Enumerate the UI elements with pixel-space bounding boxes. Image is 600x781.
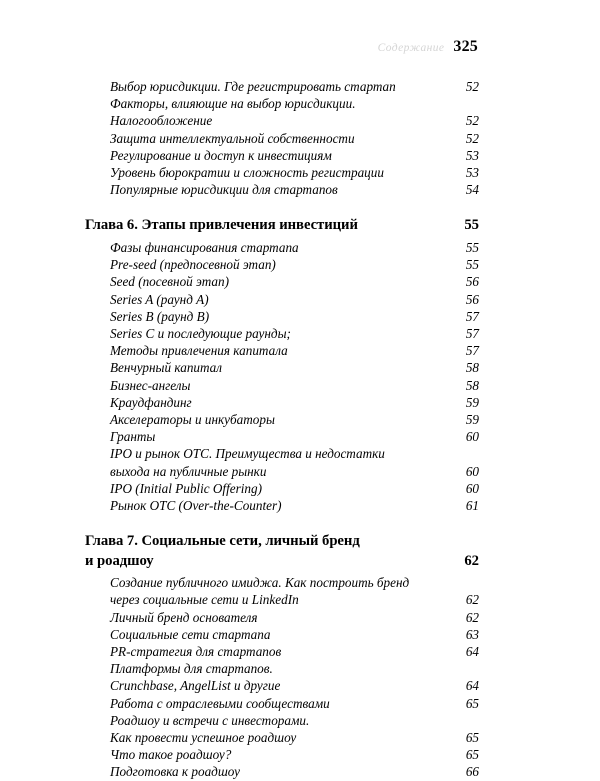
- toc-entry-title: Seed (посевной этап): [110, 274, 229, 290]
- toc-entry[interactable]: [85, 291, 479, 308]
- toc-entry[interactable]: [85, 377, 479, 394]
- chapter-heading-title: [85, 532, 449, 571]
- toc-entry[interactable]: [85, 325, 479, 342]
- toc-entry-page-number: 61: [465, 497, 479, 513]
- chapter-heading[interactable]: [85, 532, 479, 571]
- chapter-heading-line: Глава 7. Социальные сети, личный бренд: [85, 533, 360, 550]
- toc-entry-title: Популярные юрисдикции для стартапов: [110, 182, 338, 198]
- toc-entry[interactable]: [85, 273, 479, 290]
- toc-entry-page-number: 60: [465, 480, 479, 496]
- toc-entry-title: Crunchbase, AngelList и другие: [110, 678, 281, 694]
- toc-entry[interactable]: [85, 95, 479, 112]
- toc-entry[interactable]: [85, 763, 479, 780]
- chapter-heading-line: Глава 6. Этапы привлечения инвестиций: [85, 217, 358, 234]
- toc-entry[interactable]: [85, 746, 479, 763]
- toc-entry-title: Series B (раунд B): [110, 308, 210, 324]
- toc-entry-title: Факторы, влияющие на выбор юрисдикции.: [110, 96, 356, 112]
- toc-entry[interactable]: [85, 574, 479, 591]
- toc-entry-page-number: 52: [465, 113, 479, 129]
- toc-entry-title: Series C и последующие раунды;: [110, 325, 291, 341]
- toc-entry[interactable]: [85, 308, 479, 325]
- toc-entry[interactable]: [85, 609, 479, 626]
- toc-entry-page-number: 55: [465, 257, 479, 273]
- toc-entry-page-number: 56: [465, 274, 479, 290]
- toc-entry-title: Как провести успешное роадшоу: [110, 730, 297, 745]
- toc-entry-title: Роадшоу и встречи с инвесторами.: [110, 712, 310, 728]
- toc-entry-title: Личный бренд основателя: [110, 609, 258, 625]
- toc-entry[interactable]: [85, 463, 479, 480]
- toc-entry-title: IPO и рынок OTC. Преимущества и недостатки: [110, 446, 385, 462]
- toc-entry[interactable]: [85, 643, 479, 660]
- chapter-page-number: 62: [464, 552, 479, 569]
- toc-entry[interactable]: [85, 729, 479, 746]
- toc-entry-page-number: 62: [465, 609, 479, 625]
- toc-entry-title: Защита интеллектуальной собственности: [110, 130, 355, 146]
- toc-entry-title: Что такое роадшоу?: [110, 747, 232, 763]
- toc-entry-page-number: 62: [465, 592, 479, 608]
- toc-entry-page-number: 57: [465, 308, 479, 324]
- toc-entry-title: Фазы финансирования стартапа: [110, 239, 299, 255]
- toc-entry-page-number: 65: [465, 695, 479, 711]
- toc-entry-title: Уровень бюрократии и сложность регистрации: [110, 165, 384, 181]
- toc-entry[interactable]: [85, 359, 479, 376]
- toc-entry-title: Работа с отраслевыми сообществами: [110, 695, 330, 711]
- toc-entry-title: Pre-seed (предпосевной этап): [110, 257, 276, 273]
- toc-entry[interactable]: [85, 626, 479, 643]
- toc-entry-title: Методы привлечения капитала: [110, 343, 288, 359]
- toc-group: [85, 216, 479, 514]
- toc-group: [85, 532, 479, 780]
- toc-entry[interactable]: [85, 112, 479, 129]
- toc-entry-title: Акселераторы и инкубаторы: [110, 411, 275, 427]
- toc-entry[interactable]: [85, 428, 479, 445]
- toc-entry[interactable]: [85, 239, 479, 256]
- toc-entry[interactable]: [85, 342, 479, 359]
- toc-entry-title: через социальные сети и LinkedIn: [110, 592, 299, 608]
- toc-entry[interactable]: [85, 164, 479, 181]
- toc-entry[interactable]: [85, 591, 479, 608]
- toc-entry-title: Подготовка к роадшоу: [110, 764, 240, 780]
- chapter-heading-title: [85, 216, 449, 236]
- toc-entry[interactable]: [85, 660, 479, 677]
- toc-entry-page-number: 66: [465, 764, 479, 780]
- chapter-heading-line: и роадшоу: [85, 552, 154, 569]
- toc-entry-title: PR-стратегия для стартапов: [110, 643, 282, 659]
- toc-entry-page-number: 52: [465, 79, 479, 94]
- table-of-contents: [85, 78, 479, 781]
- toc-entry-title: выхода на публичные рынки: [110, 463, 267, 479]
- toc-entry[interactable]: [85, 130, 479, 147]
- toc-entry[interactable]: [85, 445, 479, 462]
- toc-entry[interactable]: [85, 394, 479, 411]
- toc-entry[interactable]: [85, 256, 479, 273]
- toc-entry-title: Выбор юрисдикции. Где регистрировать стартап: [110, 79, 396, 94]
- toc-entry[interactable]: [85, 181, 479, 198]
- toc-entry-title: Налогообложение: [110, 113, 213, 129]
- running-head-title: Содержание: [377, 42, 445, 54]
- running-head: [0, 38, 600, 60]
- toc-entry[interactable]: [85, 78, 479, 95]
- toc-entry-page-number: 65: [465, 747, 479, 763]
- chapter-page-number: 55: [464, 217, 479, 234]
- toc-entry-title: Рынок OTC (Over-the-Counter): [110, 497, 282, 513]
- toc-entry-page-number: 63: [465, 626, 479, 642]
- toc-entry-page-number: 60: [465, 429, 479, 445]
- toc-entry-title: Социальные сети стартапа: [110, 626, 271, 642]
- toc-entry-page-number: 58: [465, 377, 479, 393]
- toc-entry-page-number: 53: [465, 147, 479, 163]
- toc-entry[interactable]: [85, 480, 479, 497]
- toc-group: [85, 78, 479, 198]
- toc-entry-page-number: 59: [465, 394, 479, 410]
- toc-entry-title: Краудфандинг: [110, 394, 192, 410]
- toc-entry-page-number: 53: [465, 165, 479, 181]
- toc-entry-title: Создание публичного имиджа. Как построить бренд: [110, 575, 410, 591]
- toc-entry-title: Платформы для стартапов.: [110, 661, 273, 677]
- toc-entry-page-number: 54: [465, 182, 479, 198]
- toc-entry-page-number: 57: [465, 343, 479, 359]
- toc-entry-page-number: 64: [465, 643, 479, 659]
- toc-entry-page-number: 59: [465, 411, 479, 427]
- toc-entry-title: Регулирование и доступ к инвестициям: [110, 147, 332, 163]
- toc-entry-title: IPO (Initial Public Offering): [110, 480, 262, 496]
- toc-entry[interactable]: [85, 677, 479, 694]
- toc-entry-page-number: 60: [465, 463, 479, 479]
- toc-entry[interactable]: [85, 497, 479, 514]
- toc-entry-page-number: 56: [465, 291, 479, 307]
- toc-entry[interactable]: [85, 712, 479, 729]
- toc-entry-page-number: 65: [465, 730, 479, 745]
- toc-entry-page-number: 57: [465, 325, 479, 341]
- page-number-folio: 325: [453, 38, 478, 55]
- toc-entry-title: Series A (раунд A): [110, 291, 209, 307]
- toc-entry-title: Гранты: [110, 429, 156, 445]
- toc-entry-page-number: 52: [465, 130, 479, 146]
- toc-entry[interactable]: [85, 695, 479, 712]
- toc-entry-title: Бизнес-ангелы: [110, 377, 191, 393]
- toc-entry-page-number: 55: [465, 239, 479, 255]
- toc-entry[interactable]: [85, 411, 479, 428]
- toc-entry-page-number: 64: [465, 678, 479, 694]
- chapter-heading[interactable]: [85, 216, 479, 236]
- toc-entry-title: Венчурный капитал: [110, 360, 223, 376]
- toc-entry-page-number: 58: [465, 360, 479, 376]
- toc-entry[interactable]: [85, 147, 479, 164]
